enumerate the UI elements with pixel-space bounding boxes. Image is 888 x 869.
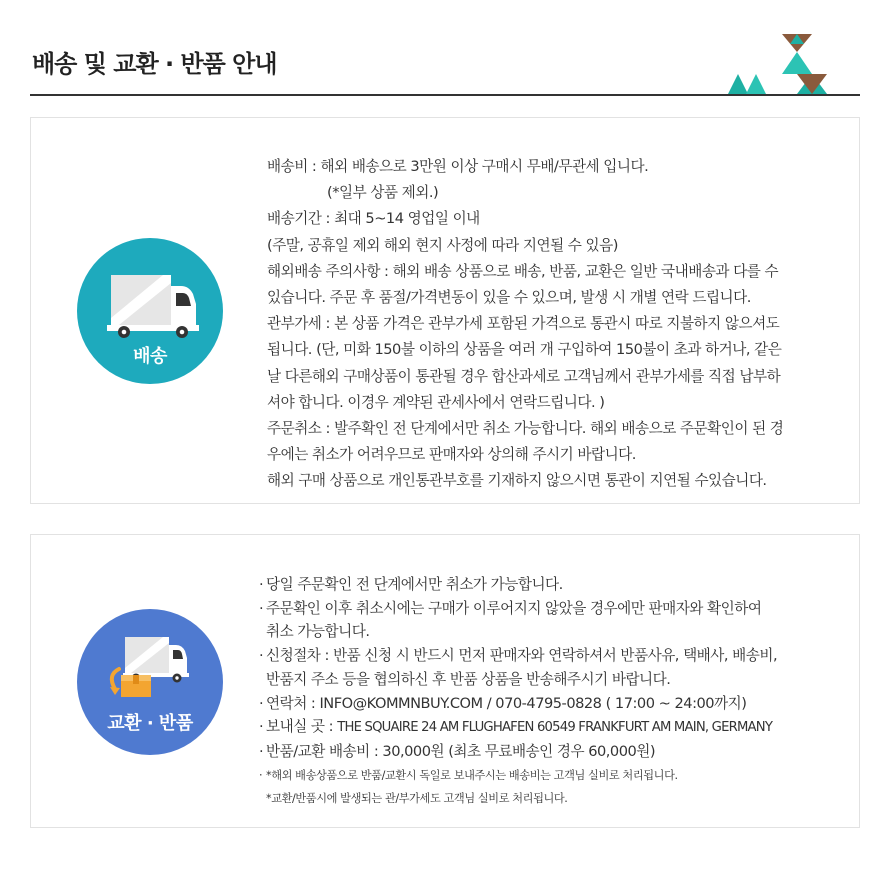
customs-code-line: 해외 구매 상품으로 개인통관부호를 기재하지 않으시면 통관이 지연될 수있습니다. bbox=[267, 472, 767, 490]
list-item bbox=[259, 715, 859, 740]
return-address: THE SQUAIRE 24 AM FLUGHAFEN 60549 FRANKFURT AM MAIN, GERMANY bbox=[337, 720, 773, 736]
after-confirm-cancel-text: 주문확인 이후 취소시에는 구매가 이루어지지 않았을 경우에만 판매자와 확인하여 bbox=[266, 599, 762, 617]
exchange-return-card bbox=[30, 534, 860, 828]
list-item bbox=[259, 692, 859, 716]
customs-duty-line-2: 됩니다. (단, 미화 150불 이하의 상품을 여러 개 구입하여 150불이 초과 하거나, 같은 bbox=[267, 341, 782, 359]
bullet: · bbox=[259, 694, 264, 712]
customs-cost-note: *교환/반품시에 발생되는 관/부가세도 고객님 실비로 처리됩니다. bbox=[266, 792, 568, 806]
order-cancel-line-2: 우에는 취소가 어려우므로 판매자와 상의해 주시기 바랍니다. bbox=[267, 446, 636, 464]
customs-duty-line-4: 셔야 합니다. 이경우 계약된 관세사에서 연락드립니다. ) bbox=[267, 393, 605, 411]
shipping-period-line: 배송기간 : 최대 5~14 영업일 이내 bbox=[267, 210, 480, 228]
shipping-period-note: (주말, 공휴일 제외 해외 현지 사정에 따라 지연될 수 있음) bbox=[267, 236, 618, 254]
bullet: · bbox=[259, 742, 264, 760]
bullet: · bbox=[259, 647, 264, 665]
list-item bbox=[259, 740, 859, 764]
shipping-badge bbox=[77, 238, 223, 384]
shipping-badge-label: 배송 bbox=[133, 346, 167, 367]
return-fee-text: 반품/교환 배송비 : 30,000원 (최초 무료배송인 경우 60,000원) bbox=[266, 742, 656, 760]
same-day-cancel-text: 당일 주문확인 전 단계에서만 취소가 가능합니다. bbox=[266, 576, 563, 593]
customs-duty-line: 관부가세 : 본 상품 가격은 관부가세 포함된 가격으로 통관시 따로 지불하지 않으셔도 bbox=[267, 315, 780, 333]
header-divider bbox=[30, 94, 860, 96]
list-item bbox=[259, 597, 859, 621]
exchange-return-badge bbox=[77, 609, 223, 755]
procedure-text: 신청절차 : 반품 신청 시 반드시 먼저 판매자와 연락하셔서 반품사유, 택배사, 배송비, bbox=[266, 647, 778, 665]
overseas-caution-line: 해외배송 주의사항 : 해외 배송 상품으로 배송, 반품, 교환은 일반 국내배송과 다를 수 bbox=[267, 262, 779, 280]
bullet: · bbox=[259, 718, 264, 736]
shipping-fee-note: (*일부 상품 제외.) bbox=[327, 184, 439, 202]
exchange-return-badge-label: 교환 · 반품 bbox=[107, 713, 193, 734]
order-cancel-line: 주문취소 : 발주확인 전 단계에서만 취소 가능합니다. 해외 배송으로 주문확인이 된 경 bbox=[267, 420, 784, 438]
customs-duty-line-3: 날 다른해외 구매상품이 통관될 경우 합산과세로 고객님께서 관부가세를 직접 납부하 bbox=[267, 367, 781, 385]
list-item bbox=[259, 573, 859, 597]
bullet: · bbox=[259, 576, 264, 593]
shipping-fee-line: 배송비 : 해외 배송으로 3만원 이상 구매시 무배/무관세 입니다. bbox=[267, 158, 649, 175]
bullet: · bbox=[259, 768, 263, 782]
return-address-label: 보내실 곳 : bbox=[266, 718, 338, 736]
procedure-text-2: 반품지 주소 등을 협의하신 후 반품 상품을 반송해주시기 바랍니다. bbox=[266, 670, 671, 688]
after-confirm-cancel-text-2: 취소 가능합니다. bbox=[266, 623, 370, 641]
triangle-decoration-icon bbox=[708, 32, 838, 96]
shipping-info-card bbox=[30, 117, 860, 504]
overseas-caution-line-2: 있습니다. 주문 후 품절/가격변동이 있을 수 있으며, 발생 시 개별 연락 드립니다. bbox=[267, 289, 751, 307]
page-header bbox=[30, 0, 860, 97]
shipping-cost-note: *해외 배송상품으로 반품/교환시 독일로 보내주시는 배송비는 고객님 실비로 처리됩니다. bbox=[266, 768, 678, 782]
list-item bbox=[259, 644, 859, 668]
contact-text: 연락처 : INFO@KOMMNBUY.COM / 070-4795-0828 ( 17:00 ~ 24:00까지) bbox=[266, 694, 747, 712]
bullet: · bbox=[259, 599, 264, 617]
page-title: 배송 및 교환 · 반품 안내 bbox=[32, 50, 277, 78]
list-item bbox=[259, 764, 859, 788]
exchange-return-details bbox=[259, 573, 859, 811]
shipping-details bbox=[267, 154, 857, 495]
